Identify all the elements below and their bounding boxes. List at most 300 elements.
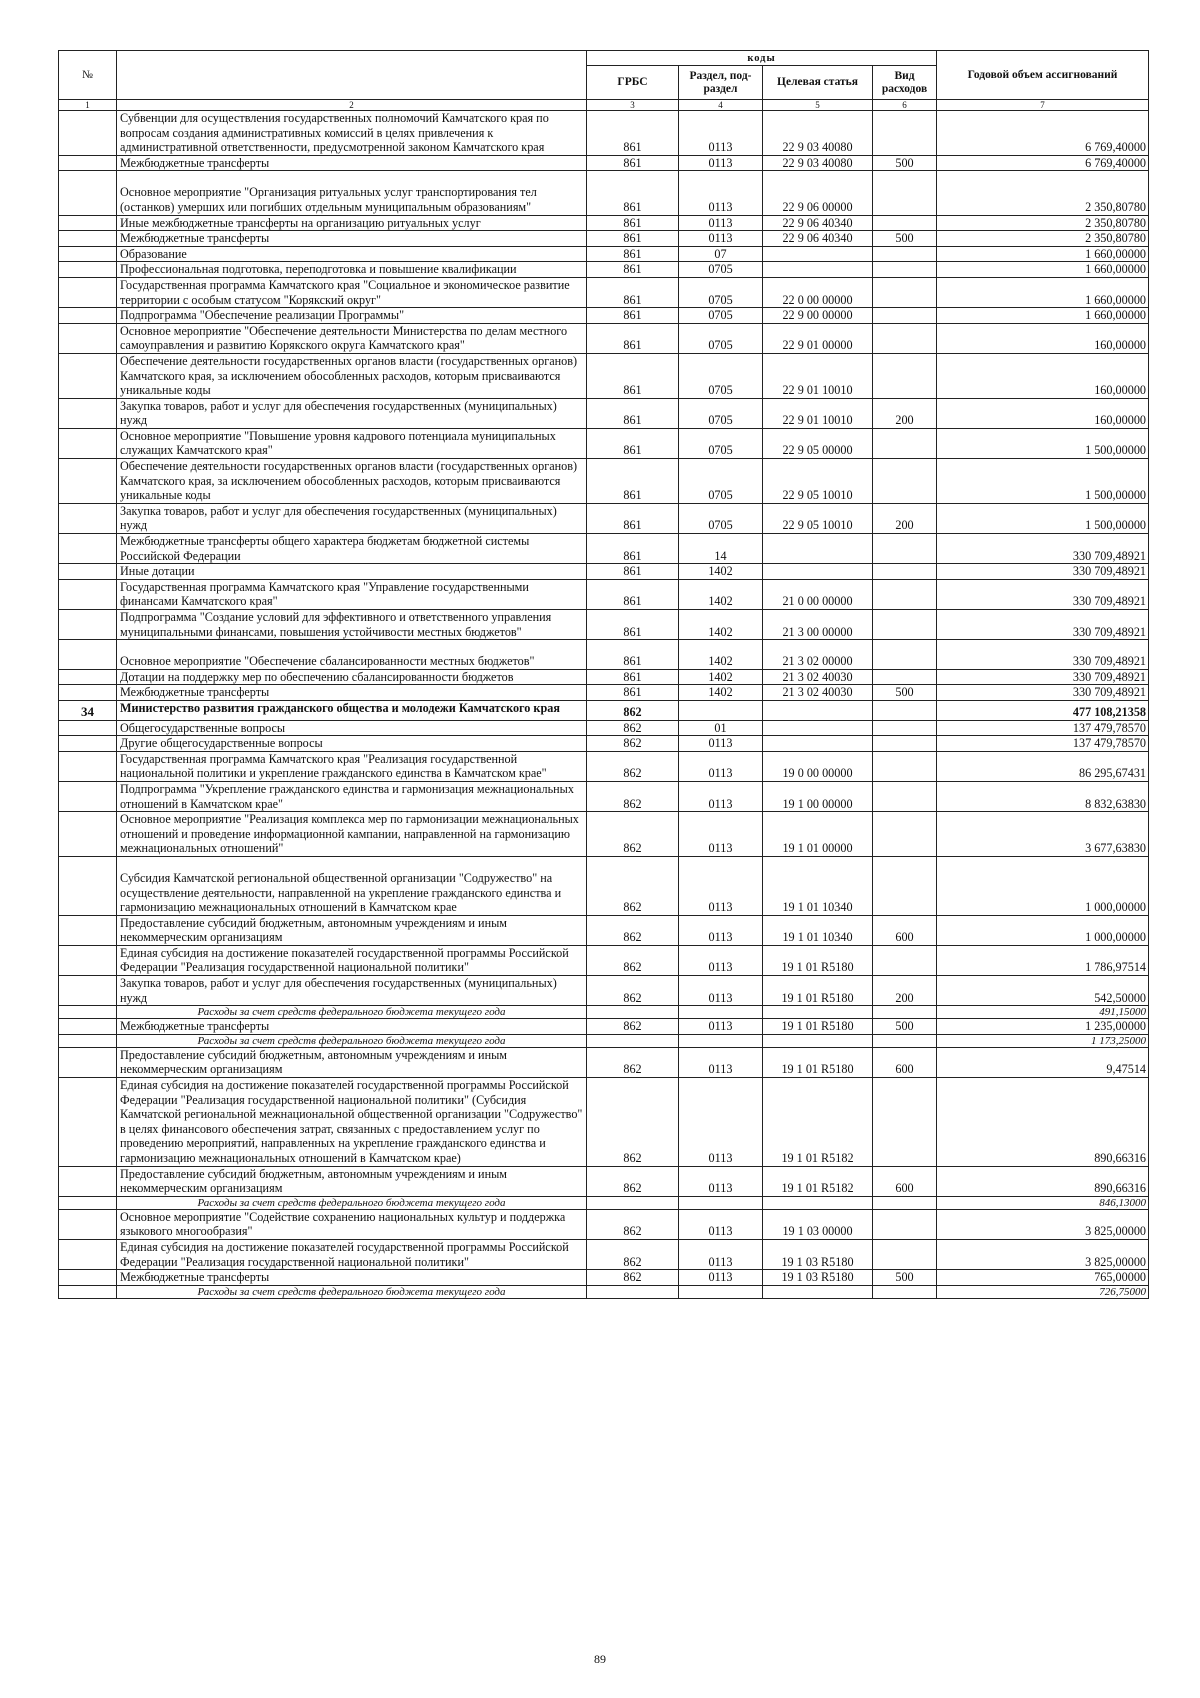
table-row (59, 171, 1149, 215)
row-type: 500 (873, 1019, 937, 1035)
row-target: 22 9 06 40340 (763, 215, 873, 231)
row-number (59, 262, 117, 278)
row-grbs: 862 (587, 976, 679, 1006)
col-number-5: 5 (763, 100, 873, 111)
row-name: Основное мероприятие "Реализация комплекса мер по гармонизации межнациональных отношений и проведение информационной кампании, направленной на гармонизацию межнациональных отношений" (117, 812, 587, 857)
row-number (59, 685, 117, 701)
row-section: 0113 (679, 1166, 763, 1196)
row-target: 22 9 05 00000 (763, 428, 873, 458)
row-amount: 137 479,78570 (937, 736, 1149, 752)
row-number (59, 1239, 117, 1269)
row-section: 0113 (679, 1078, 763, 1167)
row-target: 19 0 00 00000 (763, 751, 873, 781)
row-name: Закупка товаров, работ и услуг для обеспечения государственных (муниципальных) нужд (117, 398, 587, 428)
row-amount: 1 173,25000 (937, 1034, 1149, 1047)
row-number (59, 736, 117, 752)
row-type (873, 1209, 937, 1239)
row-grbs: 862 (587, 1270, 679, 1286)
row-type: 500 (873, 231, 937, 247)
row-grbs: 861 (587, 353, 679, 398)
row-grbs: 861 (587, 246, 679, 262)
row-type (873, 1006, 937, 1019)
row-target (763, 534, 873, 564)
budget-table (58, 50, 1149, 1299)
row-type (873, 459, 937, 504)
row-grbs: 861 (587, 155, 679, 171)
row-grbs: 861 (587, 669, 679, 685)
row-name: Образование (117, 246, 587, 262)
row-name: Расходы за счет средств федерального бюджета текущего года (117, 1034, 587, 1047)
row-number (59, 171, 117, 215)
col-number-2: 2 (117, 100, 587, 111)
table-row (59, 1047, 1149, 1077)
row-number (59, 564, 117, 580)
row-name: Межбюджетные трансферты общего характера бюджетам бюджетной системы Российской Федерации (117, 534, 587, 564)
row-name: Подпрограмма "Создание условий для эффективного и ответственного управления муниципальными финансами, повышения устойчивости местных бюджетов" (117, 610, 587, 640)
row-name: Расходы за счет средств федерального бюджета текущего года (117, 1196, 587, 1209)
table-row (59, 1270, 1149, 1286)
row-target: 22 9 06 40340 (763, 231, 873, 247)
row-section: 1402 (679, 564, 763, 580)
row-section (679, 1285, 763, 1298)
page-number: 89 (594, 1652, 606, 1666)
table-row (59, 428, 1149, 458)
budget-table-sheet (58, 50, 1148, 1299)
row-number (59, 1078, 117, 1167)
row-number (59, 398, 117, 428)
row-grbs: 861 (587, 277, 679, 307)
row-number (59, 1270, 117, 1286)
row-number (59, 1019, 117, 1035)
table-row (59, 781, 1149, 811)
row-grbs: 862 (587, 1209, 679, 1239)
table-row (59, 812, 1149, 857)
row-name: Единая субсидия на достижение показателей государственной программы Российской Федерации "Реализация государственной национальной политики" (117, 945, 587, 975)
row-name: Основное мероприятие "Повышение уровня кадрового потенциала муниципальных служащих Камчатского края" (117, 428, 587, 458)
row-number (59, 915, 117, 945)
table-row (59, 503, 1149, 533)
row-number (59, 246, 117, 262)
row-amount: 86 295,67431 (937, 751, 1149, 781)
table-row (59, 610, 1149, 640)
row-section: 1402 (679, 640, 763, 670)
row-grbs: 862 (587, 700, 679, 720)
row-section: 0113 (679, 736, 763, 752)
row-amount: 330 709,48921 (937, 610, 1149, 640)
row-amount: 3 677,63830 (937, 812, 1149, 857)
table-row-federal-note (59, 1006, 1149, 1019)
row-section: 1402 (679, 669, 763, 685)
table-row (59, 856, 1149, 915)
row-amount: 1 000,00000 (937, 915, 1149, 945)
row-number (59, 781, 117, 811)
row-type (873, 246, 937, 262)
row-number (59, 812, 117, 857)
row-name: Единая субсидия на достижение показателей государственной программы Российской Федерации "Реализация государственной национальной политики" (Субсидия Камчатской региональной межнациональной общественной организации "Содружество" в целях финансового обеспечения затрат, связанных с предоставлением услуг по проведению мероприятий, направленных на укрепление гражданского единства и гармонизацию межнациональных отношений в Камчатском крае) (117, 1078, 587, 1167)
header-annual: Годовой объем ассигнований (937, 51, 1149, 100)
row-section: 0113 (679, 171, 763, 215)
table-row (59, 246, 1149, 262)
row-name: Обеспечение деятельности государственных органов власти (государственных органов) Камчатского края, за исключением обособленных расходов, которым присваиваются уникальные коды (117, 459, 587, 504)
row-number (59, 231, 117, 247)
table-row (59, 323, 1149, 353)
row-target: 22 0 00 00000 (763, 277, 873, 307)
row-type (873, 215, 937, 231)
row-name: Субвенции для осуществления государственных полномочий Камчатского края по вопросам создания административных комиссий в целях привлечения к административной ответственности, предусмотренной законом Камчатского края (117, 111, 587, 156)
row-name: Единая субсидия на достижение показателей государственной программы Российской Федерации "Реализация государственной национальной политики" (117, 1239, 587, 1269)
row-number (59, 1196, 117, 1209)
row-type: 500 (873, 685, 937, 701)
row-name: Государственная программа Камчатского края "Социальное и экономическое развитие территории с особым статусом "Корякский округ" (117, 277, 587, 307)
row-section: 0113 (679, 1047, 763, 1077)
row-target: 22 9 01 10010 (763, 353, 873, 398)
row-name: Субсидия Камчатской региональной общественной организации "Содружество" на осуществление деятельности, направленной на укрепление гражданского единства и гармонизацию межнациональных отношений в Камчатском крае (117, 856, 587, 915)
row-grbs (587, 1285, 679, 1298)
row-grbs: 861 (587, 503, 679, 533)
row-amount: 330 709,48921 (937, 669, 1149, 685)
table-row (59, 353, 1149, 398)
row-name: Подпрограмма "Укрепление гражданского единства и гармонизация межнациональных отношений в Камчатском крае" (117, 781, 587, 811)
row-grbs: 861 (587, 534, 679, 564)
row-number (59, 323, 117, 353)
row-number (59, 856, 117, 915)
row-target (763, 246, 873, 262)
row-section: 0113 (679, 945, 763, 975)
row-number (59, 1285, 117, 1298)
col-number-7: 7 (937, 100, 1149, 111)
row-amount: 3 825,00000 (937, 1209, 1149, 1239)
row-section: 01 (679, 720, 763, 736)
row-grbs: 862 (587, 945, 679, 975)
row-section (679, 1006, 763, 1019)
row-target: 19 1 01 00000 (763, 812, 873, 857)
table-row (59, 915, 1149, 945)
table-row (59, 669, 1149, 685)
row-amount: 846,13000 (937, 1196, 1149, 1209)
row-amount: 1 660,00000 (937, 262, 1149, 278)
row-amount: 477 108,21358 (937, 700, 1149, 720)
row-target (763, 700, 873, 720)
table-row (59, 262, 1149, 278)
header-section: Раздел, под-раздел (679, 66, 763, 100)
row-type (873, 428, 937, 458)
row-type: 500 (873, 1270, 937, 1286)
row-amount: 6 769,40000 (937, 111, 1149, 156)
row-grbs: 861 (587, 428, 679, 458)
row-target: 19 1 03 R5180 (763, 1239, 873, 1269)
row-number (59, 155, 117, 171)
row-section: 0113 (679, 856, 763, 915)
row-grbs (587, 1034, 679, 1047)
col-number-4: 4 (679, 100, 763, 111)
table-row (59, 685, 1149, 701)
row-number (59, 111, 117, 156)
row-grbs: 861 (587, 111, 679, 156)
row-amount: 890,66316 (937, 1078, 1149, 1167)
row-target (763, 1285, 873, 1298)
row-type (873, 1239, 937, 1269)
row-grbs: 862 (587, 1047, 679, 1077)
header-target: Целевая статья (763, 66, 873, 100)
table-row (59, 720, 1149, 736)
row-number (59, 640, 117, 670)
table-row (59, 215, 1149, 231)
row-name: Министерство развития гражданского общества и молодежи Камчатского края (117, 700, 587, 720)
row-type (873, 308, 937, 324)
row-amount: 2 350,80780 (937, 215, 1149, 231)
row-grbs: 862 (587, 736, 679, 752)
row-grbs (587, 1196, 679, 1209)
row-type: 200 (873, 503, 937, 533)
row-number (59, 459, 117, 504)
row-number (59, 215, 117, 231)
row-section: 0113 (679, 812, 763, 857)
row-amount: 765,00000 (937, 1270, 1149, 1286)
row-amount: 2 350,80780 (937, 231, 1149, 247)
row-target: 22 9 06 00000 (763, 171, 873, 215)
row-section (679, 1196, 763, 1209)
row-type (873, 945, 937, 975)
row-grbs: 861 (587, 215, 679, 231)
row-grbs: 861 (587, 610, 679, 640)
row-number (59, 1034, 117, 1047)
table-row (59, 1166, 1149, 1196)
row-section: 1402 (679, 610, 763, 640)
row-type: 600 (873, 915, 937, 945)
table-row (59, 579, 1149, 609)
table-row (59, 976, 1149, 1006)
row-grbs: 861 (587, 685, 679, 701)
row-target: 22 9 05 10010 (763, 459, 873, 504)
row-name: Расходы за счет средств федерального бюджета текущего года (117, 1285, 587, 1298)
table-row (59, 1209, 1149, 1239)
row-section: 0705 (679, 503, 763, 533)
row-type (873, 277, 937, 307)
row-type (873, 171, 937, 215)
row-target: 19 1 03 R5180 (763, 1270, 873, 1286)
row-grbs: 861 (587, 459, 679, 504)
row-section: 0705 (679, 428, 763, 458)
table-body (59, 111, 1149, 1299)
row-section: 0113 (679, 915, 763, 945)
row-target (763, 720, 873, 736)
row-type (873, 700, 937, 720)
row-amount: 137 479,78570 (937, 720, 1149, 736)
table-row-federal-note (59, 1034, 1149, 1047)
table-row (59, 277, 1149, 307)
row-type (873, 856, 937, 915)
row-section: 14 (679, 534, 763, 564)
row-number (59, 1166, 117, 1196)
row-type (873, 720, 937, 736)
row-section: 0113 (679, 781, 763, 811)
row-name: Общегосударственные вопросы (117, 720, 587, 736)
row-target: 19 1 01 10340 (763, 856, 873, 915)
row-amount: 1 235,00000 (937, 1019, 1149, 1035)
row-name: Профессиональная подготовка, переподготовка и повышение квалификации (117, 262, 587, 278)
row-grbs (587, 1006, 679, 1019)
row-name: Основное мероприятие "Обеспечение деятельности Министерства по делам местного самоуправления и развитию Корякского округа Камчатского края" (117, 323, 587, 353)
row-number (59, 503, 117, 533)
row-amount: 330 709,48921 (937, 640, 1149, 670)
row-target: 22 9 03 40080 (763, 111, 873, 156)
row-number (59, 610, 117, 640)
table-row (59, 155, 1149, 171)
row-amount: 6 769,40000 (937, 155, 1149, 171)
row-amount: 160,00000 (937, 353, 1149, 398)
table-row (59, 308, 1149, 324)
col-number-6: 6 (873, 100, 937, 111)
row-target: 21 3 00 00000 (763, 610, 873, 640)
row-target: 21 3 02 00000 (763, 640, 873, 670)
row-target (763, 1196, 873, 1209)
row-target: 21 3 02 40030 (763, 669, 873, 685)
row-grbs: 862 (587, 1078, 679, 1167)
row-grbs: 862 (587, 1166, 679, 1196)
row-type (873, 1285, 937, 1298)
row-grbs: 861 (587, 171, 679, 215)
row-amount: 1 500,00000 (937, 428, 1149, 458)
row-grbs: 862 (587, 781, 679, 811)
row-type: 200 (873, 398, 937, 428)
row-name: Предоставление субсидий бюджетным, автономным учреждениям и иным некоммерческим организациям (117, 1166, 587, 1196)
row-number: 34 (59, 700, 117, 720)
table-row (59, 459, 1149, 504)
row-name: Расходы за счет средств федерального бюджета текущего года (117, 1006, 587, 1019)
table-row (59, 1019, 1149, 1035)
row-section: 0113 (679, 111, 763, 156)
row-name: Государственная программа Камчатского края "Реализация государственной национальной политики и укрепление гражданского единства в Камчатском крае" (117, 751, 587, 781)
row-number (59, 308, 117, 324)
row-grbs: 861 (587, 564, 679, 580)
row-name: Закупка товаров, работ и услуг для обеспечения государственных (муниципальных) нужд (117, 976, 587, 1006)
table-row (59, 564, 1149, 580)
table-row (59, 111, 1149, 156)
row-number (59, 1209, 117, 1239)
row-type: 600 (873, 1166, 937, 1196)
row-section: 0113 (679, 215, 763, 231)
row-target (763, 1006, 873, 1019)
row-grbs: 862 (587, 915, 679, 945)
row-target: 19 1 01 R5182 (763, 1078, 873, 1167)
header-type: Вид расходов (873, 66, 937, 100)
row-number (59, 1047, 117, 1077)
row-section: 0705 (679, 459, 763, 504)
row-name: Основное мероприятие "Обеспечение сбалансированности местных бюджетов" (117, 640, 587, 670)
header-number: № (59, 51, 117, 100)
row-amount: 542,50000 (937, 976, 1149, 1006)
row-type (873, 781, 937, 811)
row-section: 0705 (679, 277, 763, 307)
row-type (873, 579, 937, 609)
row-amount: 1 660,00000 (937, 308, 1149, 324)
row-amount: 9,47514 (937, 1047, 1149, 1077)
row-amount: 160,00000 (937, 398, 1149, 428)
row-number (59, 751, 117, 781)
row-type: 200 (873, 976, 937, 1006)
row-section: 0705 (679, 323, 763, 353)
row-target: 19 1 01 R5180 (763, 945, 873, 975)
row-grbs: 861 (587, 262, 679, 278)
row-grbs: 862 (587, 751, 679, 781)
row-amount: 1 786,97514 (937, 945, 1149, 975)
row-target: 22 9 03 40080 (763, 155, 873, 171)
col-number-3: 3 (587, 100, 679, 111)
row-number (59, 976, 117, 1006)
row-section: 0113 (679, 1239, 763, 1269)
row-grbs: 861 (587, 323, 679, 353)
row-target: 21 0 00 00000 (763, 579, 873, 609)
row-grbs: 862 (587, 812, 679, 857)
row-target (763, 736, 873, 752)
table-row (59, 1239, 1149, 1269)
row-name: Межбюджетные трансферты (117, 155, 587, 171)
col-number-1: 1 (59, 100, 117, 111)
row-number (59, 579, 117, 609)
row-target (763, 564, 873, 580)
row-grbs: 861 (587, 640, 679, 670)
row-target: 19 1 01 R5180 (763, 1019, 873, 1035)
row-amount: 1 660,00000 (937, 246, 1149, 262)
row-name: Межбюджетные трансферты (117, 1270, 587, 1286)
table-row (59, 1078, 1149, 1167)
row-type (873, 534, 937, 564)
row-target: 21 3 02 40030 (763, 685, 873, 701)
row-grbs: 861 (587, 398, 679, 428)
table-row (59, 700, 1149, 720)
row-target: 22 9 01 00000 (763, 323, 873, 353)
row-name: Дотации на поддержку мер по обеспечению сбалансированности бюджетов (117, 669, 587, 685)
row-amount: 1 500,00000 (937, 503, 1149, 533)
row-type (873, 751, 937, 781)
table-row (59, 945, 1149, 975)
row-name: Предоставление субсидий бюджетным, автономным учреждениям и иным некоммерческим организациям (117, 915, 587, 945)
row-amount: 1 500,00000 (937, 459, 1149, 504)
row-section: 1402 (679, 685, 763, 701)
row-type (873, 1196, 937, 1209)
row-target (763, 1034, 873, 1047)
row-type (873, 1034, 937, 1047)
table-row (59, 398, 1149, 428)
table-row (59, 751, 1149, 781)
row-section (679, 1034, 763, 1047)
row-name: Основное мероприятие "Содействие сохранению национальных культур и поддержка языкового многообразия" (117, 1209, 587, 1239)
row-grbs: 862 (587, 1019, 679, 1035)
row-target: 19 1 01 R5182 (763, 1166, 873, 1196)
row-target: 19 1 03 00000 (763, 1209, 873, 1239)
row-target: 22 9 05 10010 (763, 503, 873, 533)
row-grbs: 861 (587, 579, 679, 609)
row-name: Обеспечение деятельности государственных органов власти (государственных органов) Камчатского края, за исключением обособленных расходов, которым присваиваются уникальные коды (117, 353, 587, 398)
row-section: 0113 (679, 1270, 763, 1286)
row-target: 19 1 00 00000 (763, 781, 873, 811)
row-section: 0113 (679, 751, 763, 781)
header-codes: коды (587, 51, 937, 66)
row-amount: 8 832,63830 (937, 781, 1149, 811)
row-grbs: 862 (587, 856, 679, 915)
row-name: Подпрограмма "Обеспечение реализации Программы" (117, 308, 587, 324)
row-section: 0113 (679, 155, 763, 171)
table-row-federal-note (59, 1196, 1149, 1209)
row-number (59, 1006, 117, 1019)
row-number (59, 353, 117, 398)
row-name: Иные межбюджетные трансферты на организацию ритуальных услуг (117, 215, 587, 231)
row-section: 07 (679, 246, 763, 262)
row-name: Межбюджетные трансферты (117, 1019, 587, 1035)
row-type: 500 (873, 155, 937, 171)
row-type (873, 669, 937, 685)
row-grbs: 861 (587, 231, 679, 247)
